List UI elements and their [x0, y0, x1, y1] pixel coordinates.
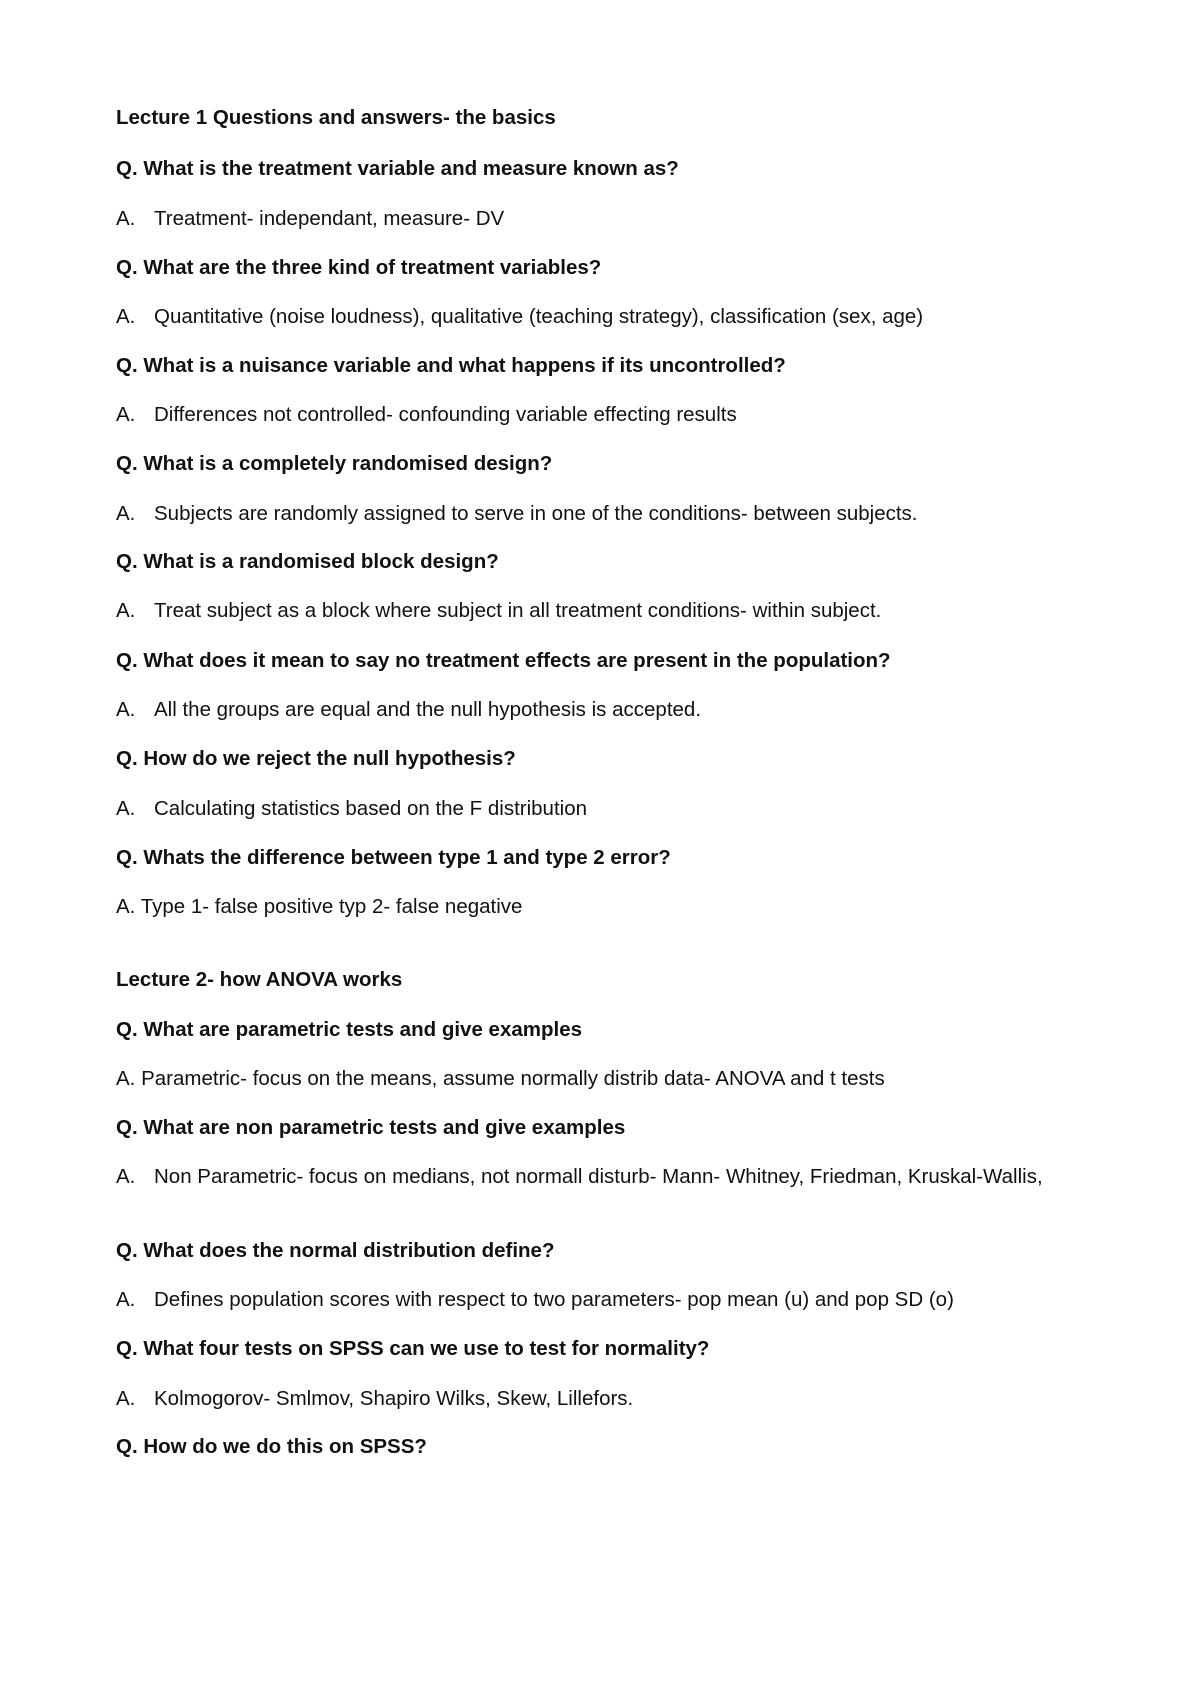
section-heading: Lecture 1 Questions and answers- the basics	[116, 106, 556, 129]
answer-text: Calculating statistics based on the F distribution	[154, 797, 588, 820]
answer-marker: A.	[116, 698, 136, 721]
question: Q. What four tests on SPSS can we use to test for normality?	[116, 1337, 710, 1360]
answer	[116, 206, 504, 232]
answer	[116, 402, 737, 428]
answer-text: Defines population scores with respect to two parameters- pop mean (u) and pop SD (o)	[154, 1288, 954, 1311]
answer-marker: A.	[116, 797, 136, 820]
answer-marker: A.	[116, 502, 136, 525]
question: Q. What is a nuisance variable and what happens if its uncontrolled?	[116, 354, 786, 377]
answer	[116, 598, 881, 624]
answer-marker: A.	[116, 305, 136, 328]
answer-text: Kolmogorov- Smlmov, Shapiro Wilks, Skew, Lillefors.	[154, 1387, 634, 1410]
answer-marker: A.	[116, 207, 136, 230]
answer	[116, 697, 701, 723]
answer	[116, 1164, 1076, 1190]
answer-text: Differences not controlled- confounding variable effecting results	[154, 403, 737, 426]
answer-text: All the groups are equal and the null hypothesis is accepted.	[154, 698, 702, 721]
answer-text: Non Parametric- focus on medians, not normall disturb- Mann- Whitney, Friedman, Kruskal-Wallis,	[154, 1165, 1043, 1188]
answer	[116, 1386, 633, 1412]
answer	[116, 501, 918, 527]
answer-text: Subjects are randomly assigned to serve in one of the conditions- between subjects.	[154, 502, 918, 525]
answer-marker: A.	[116, 1387, 136, 1410]
question: Q. Whats the difference between type 1 and type 2 error?	[116, 846, 671, 869]
answer-text: Quantitative (noise loudness), qualitative (teaching strategy), classification (sex, age)	[154, 305, 924, 328]
section-heading: Lecture 2- how ANOVA works	[116, 968, 403, 991]
answer	[116, 304, 923, 330]
answer	[116, 796, 587, 822]
answer-text: Treat subject as a block where subject in all treatment conditions- within subject.	[154, 599, 882, 622]
question: Q. How do we do this on SPSS?	[116, 1435, 427, 1458]
question: Q. What are the three kind of treatment variables?	[116, 256, 602, 279]
question: Q. What does it mean to say no treatment effects are present in the population?	[116, 649, 891, 672]
answer-marker: A.	[116, 1288, 136, 1311]
question: Q. What is the treatment variable and measure known as?	[116, 157, 679, 180]
answer-text: Treatment- independant, measure- DV	[154, 207, 505, 230]
answer: A. Type 1- false positive typ 2- false negative	[116, 895, 523, 918]
answer	[116, 1287, 954, 1313]
answer-marker: A.	[116, 1165, 136, 1188]
answer-marker: A.	[116, 403, 136, 426]
question: Q. What is a randomised block design?	[116, 550, 499, 573]
question: Q. What are parametric tests and give examples	[116, 1018, 582, 1041]
question: Q. What does the normal distribution define?	[116, 1239, 555, 1262]
question: Q. How do we reject the null hypothesis?	[116, 747, 516, 770]
question: Q. What are non parametric tests and give examples	[116, 1116, 626, 1139]
question: Q. What is a completely randomised design?	[116, 452, 553, 475]
answer-marker: A.	[116, 599, 136, 622]
answer: A. Parametric- focus on the means, assume normally distrib data- ANOVA and t tests	[116, 1067, 885, 1090]
